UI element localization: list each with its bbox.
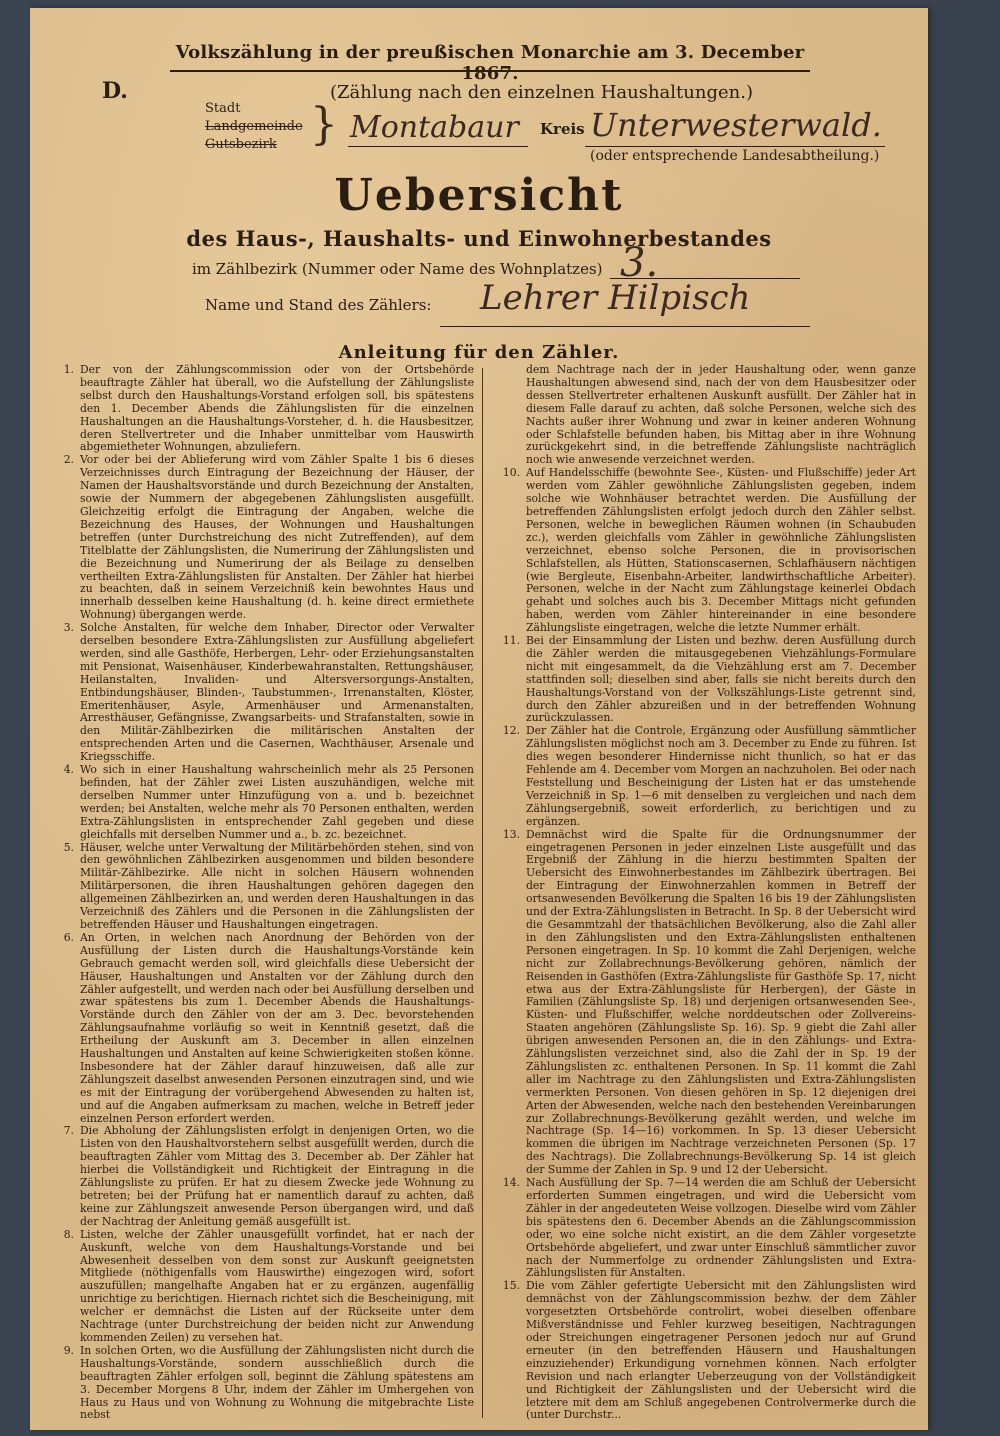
instructions-right-column	[496, 364, 916, 1422]
instruction-text: Bei der Einsammlung der Listen und bezhw. deren Ausfüllung durch die Zähler werden die mitausgegebenen Viehzählungs-Formulare nicht mit eingesammelt, da die Viehzählung erst am 7. December stattfinden soll; dieselben sind aber, falls sie nicht bereits durch den Haushaltungs-Vorstand von der Volkszählungs-Liste getrennt sind, durch den Zähler abzureißen und in der betreffenden Wohnung zurückzulassen.	[526, 634, 916, 725]
place-name-handwritten: Montabaur	[350, 110, 519, 145]
instruction-item	[496, 1280, 916, 1422]
instruction-number: 12.	[502, 724, 520, 738]
scanner-background-left	[0, 0, 30, 1436]
instruction-number: 8.	[63, 1227, 74, 1241]
instruction-text: Demnächst wird die Spalte für die Ordnungsnummer der eingetragenen Personen in jeder einzelnen Liste ausgefüllt und das Ergebniß der Zählung in die hierzu bestimmten Spalten der Uebersicht des Einwohnerbestandes im Zählbezirk übertragen. Bei der Eintragung der Einwohnerzahlen kommen in Betreff der ortsanwesenden Bevölkerung die Spalten 16 bis 19 der Zählungslisten und der Extra-Zählungslisten in Betracht. In Sp. 8 der Uebersicht wird die Gesammtzahl der thatsächlichen Bevölkerung, also die Zahl aller in den Zählungslisten und den Extra-Zählungslisten enthaltenen Personen eingetragen. In Sp. 10 kommt die Zahl Derjenigen, welche nicht zur Zollabrechnungs-Bevölkerung gehören, nämlich der Reisenden in Gasthöfen (Extra-Zählungsliste für Gasthöfe Sp. 17, nicht etwa aus der Extra-Zählungsliste für Herbergen), der Gäste in Familien (Zählungsliste Sp. 18) und derjenigen ortsanwesenden See-, Küsten- und Flußschiffer, welche norddeutschen oder Zollvereins-Staaten angehören (Zählungsliste Sp. 16). Sp. 9 giebt die Zahl aller übrigen anwesenden Personen an, die in den Zählungs- und Extra-Zählungslisten verzeichnet sind, also die Zahl der in Sp. 19 der Zählungslisten zc. enthaltenen Personen. In Sp. 11 kommt die Zahl aller im Nachtrage zu den Zählungslisten und Extra-Zählungslisten vermerkten Personen. Von diesen gehören in Sp. 12 diejenigen drei Arten der Abwesenden, welche nach den bestehenden Vereinbarungen zur Zollabrechnungs-Bevölkerung gezählt werden, und welche im Nachtrage (Sp. 14—16) vorkommen. In Sp. 13 dieser Uebersicht kommen die übrigen im Nachtrage verzeichneten Personen (Sp. 17 des Nachtrags). Die Zollabrechnungs-Bevölkerung Sp. 14 ist gleich der Summe der Zahlen in Sp. 9 und 12 der Uebersicht.	[526, 827, 916, 1177]
instruction-number: 5.	[63, 840, 74, 854]
zaehler-underline	[440, 326, 810, 327]
bezirk-value-handwritten: 3.	[620, 240, 659, 286]
instruction-text: Listen, welche der Zähler unausgefüllt vorfindet, hat er nach der Auskunft, welche von dem Haushaltungs-Vorstande und bei Abwesenheit desselben von dem sonst zur Auskunft geeignetsten Mitgliede (nöthigenfalls vom Hauswirthe) eingezogen wird, sofort auszufüllen; mangelhafte Angaben hat er zu ergänzen, augenfällig unrichtige zu berichtigen. Hiernach richtet sich die Bescheinigung, mit welcher er demnächst die Listen auf der Rückseite unter dem Nachtrage (unter Durchstreichung der beiden nicht zur Anwendung kommenden Zeilen) zu versehen hat.	[80, 1227, 474, 1344]
instruction-item	[50, 1229, 474, 1345]
instructions-heading: Anleitung für den Zähler.	[338, 342, 620, 363]
instruction-continuation: dem Nachtrage nach der in jeder Haushaltung oder, wenn ganze Haushaltungen abwesend sind, nach der von dem Hausbesitzer oder dessen Stellvertreter erhaltenen Auskunft ausfüllt. Der Zähler hat in diesem Falle darauf zu achten, daß solche Personen, welche sich des Nachts außer ihrer Wohnung und zwar in keiner anderen Wohnung oder Schlafstelle befunden haben, bis Mittag aber in ihre Wohnung zurückgekehrt sind, in die betreffende Zählungsliste nachträglich noch wie anwesende verzeichnet werden.	[526, 363, 916, 467]
instruction-text: Auf Handelsschiffe (bewohnte See-, Küsten- und Flußschiffe) jeder Art werden vom Zähler gewöhnliche Zählungslisten gegeben, indem solche wie Wohnhäuser betrachtet werden. Die Ausfüllung der betreffenden Zählungslisten erfolgt jedoch durch den Zähler selbst. Personen, welche in beweglichen Räumen wohnen (in Schaubuden zc.), werden gleichfalls vom Zähler in gewöhnliche Zählungslisten verzeichnet, ebenso solche Personen, die in provisorischen Schlafstellen, als Hütten, Stationscasernen, Schlafhäusern nächtigen (wie Bergleute, Eisenbahn-Arbeiter, landwirthschaftliche Arbeiter). Personen, welche in der Nacht zum Zählungstage keinerlei Obdach gehabt und solches auch bis 3. December Mittags nicht gefunden haben, werden vom Zähler hintereinander in eine besondere Zählungsliste eingetragen, welche die letzte Nummer erhält.	[526, 466, 916, 635]
instruction-item	[496, 725, 916, 828]
instruction-item	[50, 842, 474, 932]
bezirk-label: im Zählbezirk (Nummer oder Name des Wohnplatzes)	[192, 260, 603, 278]
instruction-text: Die Abholung der Zählungslisten erfolgt in denjenigen Orten, wo die Listen von den Haushaltvorstehern selbst ausgefüllt werden, durch die beauftragten Zähler vom Mittag des 3. December ab. Der Zähler hat hierbei die Vollständigkeit und Richtigkeit der Eintragung in die Zählungsliste zu prüfen. Er hat zu diesem Zwecke jede Wohnung zu betreten; bei der Prüfung hat er namentlich darauf zu achten, daß keine zur Zählungszeit anwesende Person übergangen wird, und daß der Nachtrag der Anleitung gemäß ausgefüllt ist.	[80, 1124, 474, 1228]
instruction-number: 7.	[63, 1124, 74, 1138]
instruction-item	[50, 454, 474, 622]
instruction-item	[50, 1125, 474, 1228]
instruction-text: Der von der Zählungscommission oder von der Ortsbehörde beauftragte Zähler hat überall, wo die Aufstellung der Zählungsliste selbst durch den Haushaltungs-Vorstand erfolgen soll, bis spätestens den 1. December Abends die Zählungslisten für die einzelnen Haushaltungen an die Haushaltungs-Vorsteher, d. h. die Hausbesitzer, deren Stellvertreter und die Inhaber unmittelbar vom Hauswirth abgemietheter Wohnungen, abzuliefern.	[80, 363, 474, 454]
instruction-number: 15.	[502, 1279, 520, 1293]
instruction-number: 9.	[63, 1343, 74, 1357]
column-divider	[482, 368, 483, 1418]
instruction-number: 4.	[63, 763, 74, 777]
instruction-text: Vor oder bei der Ablieferung wird vom Zähler Spalte 1 bis 6 dieses Verzeichnisses durch Eintragung der Bezeichnung der Häuser, der Namen der Haushaltsvorstände und durch Bezeichnung der Anstalten, sowie der Nummern der abgegebenen Zählungslisten ausgefüllt. Gleichzeitig erfolgt die Eintragung der Angaben, welche die Bezeichnung des Hauses, der Wohnungen und Haushaltungen betreffen (unter Durchstreichung des nicht Zutreffenden), auf dem Titelblatte der Zählungslisten, die Numerirung der Zählungslisten und die Bezeichnung und Numerirung der als Beilage zu denselben vertheilten Extra-Zählungslisten für Anstalten. Der Zähler hat hierbei zu beachten, daß in seinem Verzeichniß kein bewohntes Haus und innerhalb desselben keine Haushaltung (d. h. keine direct ermiethete Wohnung) übergangen werde.	[80, 453, 474, 622]
document-subtitle: des Haus-, Haushalts- und Einwohnerbestandes	[186, 226, 772, 251]
instruction-number: 14.	[502, 1176, 520, 1190]
place-label-stadt: Stadt	[205, 101, 241, 116]
instruction-text: Wo sich in einer Haushaltung wahrscheinlich mehr als 25 Personen befinden, hat der Zähler zwei Listen auszuhändigen, welche mit derselben Nummer unter Hinzufügung von a. und b. bezeichnet werden; bei Anstalten, welche mehr als 70 Personen enthalten, werden Extra-Zählungslisten in entsprechender Zahl gegeben und diese gleichfalls mit derselben Nummer und a., b. zc. bezeichnet.	[80, 763, 474, 841]
place-underline	[348, 146, 528, 147]
document-page	[30, 8, 928, 1430]
instruction-number: 3.	[63, 621, 74, 635]
zaehler-label: Name und Stand des Zählers:	[205, 296, 432, 314]
instruction-number: 11.	[502, 634, 520, 648]
instruction-item	[496, 635, 916, 725]
census-title: Volkszählung in der preußischen Monarchie am 3. December 1867.	[175, 42, 805, 84]
instruction-item	[50, 364, 474, 454]
place-label-gutsbezirk: Gutsbezirk	[205, 137, 277, 152]
instruction-text: Solche Anstalten, für welche dem Inhaber, Director oder Verwalter derselben besondere Extra-Zählungslisten zur Ausfüllung abgeliefert werden, sind alle Gasthöfe, Herbergen, Lehr- oder Erziehungsanstalten mit Pensionat, Waisenhäuser, Kinderbewahranstalten, Rettungshäuser, Heilanstalten, Invaliden- und Altersversorgungs-Anstalten, Entbindungshäuser, Blinden-, Taubstummen-, Irrenanstalten, Klöster, Emeritenhäuser, Asyle, Armenhäuser und Armenanstalten, Arresthäuser, Gefängnisse, Zwangsarbeits- und Strafanstalten, sowie in den Militär-Zählbezirken die militärischen Anstalten der entsprechenden Arten und die Casernen, Wachthäuser, Arsenale und Kriegsschiffe.	[80, 621, 474, 764]
instruction-item	[50, 764, 474, 841]
instruction-item	[50, 932, 474, 1126]
place-type-labels	[205, 100, 303, 154]
instruction-number: 6.	[63, 930, 74, 944]
instruction-item	[496, 829, 916, 1177]
instruction-text: Der Zähler hat die Controle, Ergänzung oder Ausfüllung sämmtlicher Zählungslisten möglichst noch am 3. December zu Ende zu führen. Ist dies wegen besonderer Hindernisse nicht thunlich, so hat er das Fehlende am 4. December vom Morgen an nachzuholen. Bei oder nach Feststellung und Bescheinigung der Listen hat er das umstehende Verzeichniß in Sp. 1—6 mit denselben zu vergleichen und nach dem Zählungsergebniß, soweit erforderlich, zu berichtigen und zu ergänzen.	[526, 724, 916, 828]
instruction-text: Nach Ausfüllung der Sp. 7—14 werden die am Schluß der Uebersicht erforderten Summen eingetragen, und wird die Uebersicht vom Zähler in der angedeuteten Weise vollzogen. Dieselbe wird vom Zähler bis spätestens den 6. December Abends an die Zählungscommission oder, wo eine solche nicht existirt, an die dem Zähler vorgesetzte Ortsbehörde abgeliefert, und zwar unter Einschluß sämmtlicher zuvor nach der Nummerfolge zu ordnender Zählungslisten und Extra-Zählungslisten für Anstalten.	[526, 1176, 916, 1280]
instruction-number: 2.	[63, 453, 74, 467]
instruction-text: Häuser, welche unter Verwaltung der Militärbehörden stehen, sind von den gewöhnlichen Zählbezirken ausgenommen und bilden besondere Militär-Zählbezirke. Alle nicht in solchen Häusern wohnenden Militärpersonen, die ihren Haushaltungen gehören dagegen den allgemeinen Zählbezirken an, und werden deren Haushaltungen in das Verzeichniß des Zählers und die Personen in die Zählungslisten der betreffenden Häuser und Haushaltungen eingetragen.	[80, 840, 474, 931]
title-rule	[170, 70, 810, 72]
instruction-number: 10.	[502, 466, 520, 480]
place-label-landgemeinde: Landgemeinde	[205, 119, 303, 134]
instruction-item	[50, 1345, 474, 1422]
instructions-left-column	[50, 364, 474, 1422]
instruction-number: 13.	[502, 827, 520, 841]
instruction-text: In solchen Orten, wo die Ausfüllung der Zählungslisten nicht durch die Haushaltungs-Vorstände, sondern ausschließlich durch die beauftragten Zähler erfolgen soll, beginnt die Zählung spätestens am 3. December Morgens 8 Uhr, indem der Zähler im Umhergehen von Haus zu Haus und von Wohnung zu Wohnung die mitgebrachte Liste nebst	[80, 1343, 474, 1422]
kreis-label: Kreis	[540, 120, 585, 138]
instruction-number: 1.	[63, 363, 74, 376]
instruction-item	[496, 1177, 916, 1280]
scanner-background-right	[928, 0, 1000, 1436]
brace-glyph: }	[310, 99, 338, 150]
instruction-item	[496, 467, 916, 635]
zaehler-value-handwritten: Lehrer Hilpisch	[480, 278, 751, 318]
landes-note: (oder entsprechende Landesabtheilung.)	[590, 148, 880, 164]
document-title: Uebersicht	[334, 170, 624, 221]
form-letter: D.	[102, 78, 128, 104]
instruction-text: Die vom Zähler gefertigte Uebersicht mit den Zählungslisten wird demnächst von der Zählungscommission bezhw. der dem Zähler vorgesetzten Ortsbehörde controlirt, wobei dieselben offenbare Mißverständnisse und Fehler kurzweg beseitigen, Nachtragungen oder Streichungen eingetragener Personen jedoch nur auf Grund erneuter (in den betreffenden Häusern und Haushaltungen einzuziehender) Erkundigung vornehmen können. Nach erfolgter Revision und nach erlangter Ueberzeugung von der Vollständigkeit und Richtigkeit der Zählungslisten und der Uebersicht wird die letztere mit dem am Schluß angegebenen Controlvermerke durch die (unter Durchstr...	[526, 1279, 916, 1422]
instruction-item	[50, 622, 474, 764]
kreis-name-handwritten: Unterwesterwald.	[590, 106, 882, 144]
counting-subheading: (Zählung nach den einzelnen Haushaltungen.)	[330, 82, 753, 103]
instruction-text: An Orten, in welchen nach Anordnung der Behörden von der Ausfüllung der Listen durch die Haushaltungs-Vorstände kein Gebrauch gemacht werden soll, wird gleichfalls diese Uebersicht der Häuser, Haushaltungen und Anstalten vor der Zählung durch den Zähler aufgestellt, und werden nach oder bei Ausfüllung derselben und zwar spätestens bis zum 1. December Abends die Haushaltungs-Vorstände durch den Zähler von der am 3. Dec. bevorstehenden Zählungsaufnahme vorläufig so weit in Kenntniß gesetzt, daß die Ertheilung der Auskunft am 3. December in allen einzelnen Haushaltungen und Anstalten auf keine Schwierigkeiten stoßen könne. Insbesondere hat der Zähler darauf hinzuweisen, daß alle zur Zählungszeit daselbst anwesenden Personen einzutragen sind, und wie es mit der Eintragung der vorübergehend Abwesenden zu halten ist, und auf die Angaben aufmerksam zu machen, welche in Betreff jeder einzelnen Person erfordert werden.	[80, 930, 474, 1125]
kreis-underline	[585, 146, 885, 147]
